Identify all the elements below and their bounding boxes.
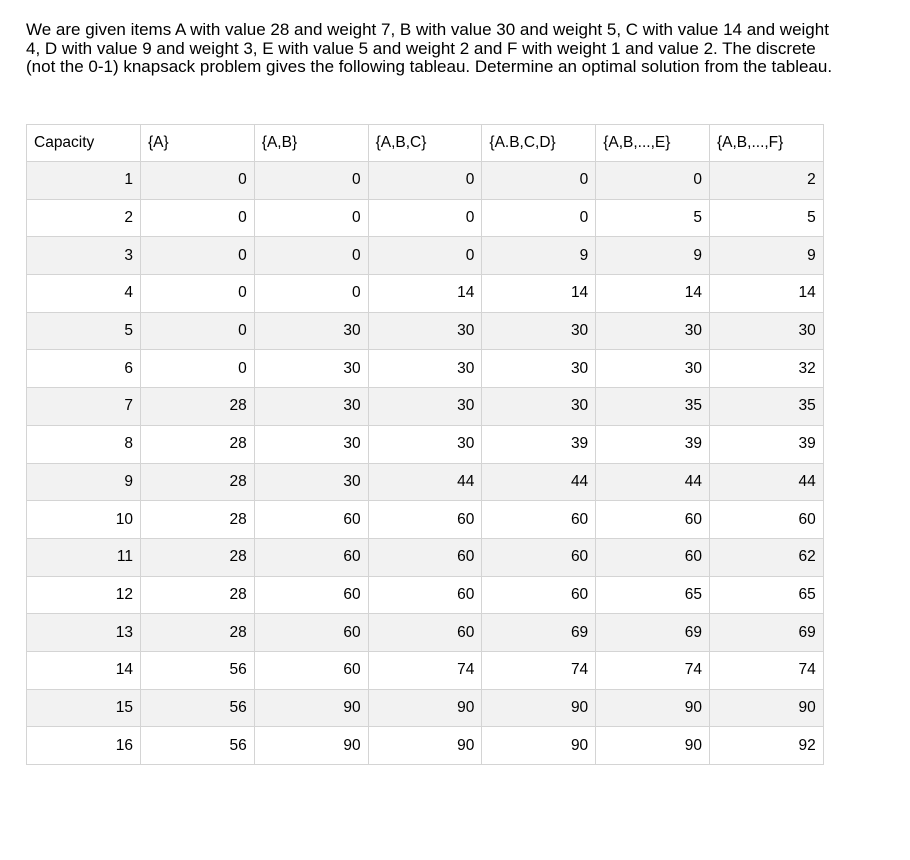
value-cell: 90 — [368, 727, 482, 765]
capacity-cell: 2 — [27, 199, 141, 237]
value-cell: 28 — [141, 614, 255, 652]
value-cell: 60 — [368, 501, 482, 539]
value-cell: 30 — [709, 312, 823, 350]
value-cell: 0 — [141, 350, 255, 388]
table-row — [27, 275, 824, 313]
header-row — [27, 125, 824, 162]
value-cell: 0 — [141, 199, 255, 237]
capacity-cell: 13 — [27, 614, 141, 652]
value-cell: 65 — [596, 576, 710, 614]
value-cell: 9 — [596, 237, 710, 275]
value-cell: 30 — [596, 350, 710, 388]
value-cell: 74 — [482, 651, 596, 689]
question-text: We are given items A with value 28 and weight 7, B with value 30 and weight 5, C with value 14 and weight 4, D with value 9 and weight 3, E with value 5 and weight 2 and F with weight 1 and value 2. The discrete (not the 0-1) knapsack problem gives the following tableau. Determine an optimal solution from the tableau. — [26, 20, 833, 77]
value-cell: 30 — [254, 312, 368, 350]
value-cell: 28 — [141, 576, 255, 614]
value-cell: 30 — [482, 312, 596, 350]
value-cell: 32 — [709, 350, 823, 388]
value-cell: 0 — [141, 237, 255, 275]
capacity-cell: 6 — [27, 350, 141, 388]
value-cell: 39 — [709, 425, 823, 463]
value-cell: 90 — [709, 689, 823, 727]
value-cell: 90 — [482, 727, 596, 765]
value-cell: 35 — [709, 388, 823, 426]
value-cell: 44 — [709, 463, 823, 501]
value-cell: 0 — [254, 199, 368, 237]
value-cell: 0 — [596, 162, 710, 200]
value-cell: 14 — [709, 275, 823, 313]
value-cell: 30 — [368, 350, 482, 388]
value-cell: 60 — [596, 501, 710, 539]
value-cell: 60 — [709, 501, 823, 539]
value-cell: 62 — [709, 538, 823, 576]
value-cell: 90 — [254, 689, 368, 727]
value-cell: 90 — [368, 689, 482, 727]
table-row — [27, 312, 824, 350]
value-cell: 30 — [368, 312, 482, 350]
value-cell: 92 — [709, 727, 823, 765]
capacity-cell: 10 — [27, 501, 141, 539]
value-cell: 60 — [368, 538, 482, 576]
value-cell: 14 — [596, 275, 710, 313]
capacity-cell: 8 — [27, 425, 141, 463]
knapsack-tableau — [26, 124, 824, 765]
value-cell: 0 — [482, 162, 596, 200]
set-abc-header: {A,B,C} — [368, 125, 482, 162]
value-cell: 0 — [141, 312, 255, 350]
value-cell: 5 — [596, 199, 710, 237]
set-a-to-e-header: {A,B,...,E} — [596, 125, 710, 162]
value-cell: 28 — [141, 463, 255, 501]
table-row — [27, 576, 824, 614]
value-cell: 0 — [254, 275, 368, 313]
value-cell: 60 — [596, 538, 710, 576]
value-cell: 0 — [141, 275, 255, 313]
capacity-cell: 7 — [27, 388, 141, 426]
table-row — [27, 651, 824, 689]
value-cell: 30 — [254, 425, 368, 463]
value-cell: 30 — [254, 463, 368, 501]
capacity-cell: 14 — [27, 651, 141, 689]
value-cell: 0 — [254, 237, 368, 275]
value-cell: 39 — [482, 425, 596, 463]
value-cell: 69 — [709, 614, 823, 652]
table-row — [27, 463, 824, 501]
value-cell: 9 — [709, 237, 823, 275]
table-row — [27, 614, 824, 652]
value-cell: 56 — [141, 727, 255, 765]
capacity-cell: 15 — [27, 689, 141, 727]
value-cell: 74 — [596, 651, 710, 689]
value-cell: 14 — [368, 275, 482, 313]
value-cell: 90 — [596, 727, 710, 765]
value-cell: 2 — [709, 162, 823, 200]
value-cell: 69 — [596, 614, 710, 652]
value-cell: 60 — [368, 576, 482, 614]
table-row — [27, 237, 824, 275]
table-row — [27, 199, 824, 237]
value-cell: 0 — [368, 199, 482, 237]
value-cell: 0 — [482, 199, 596, 237]
value-cell: 30 — [482, 350, 596, 388]
capacity-cell: 9 — [27, 463, 141, 501]
value-cell: 9 — [482, 237, 596, 275]
value-cell: 74 — [368, 651, 482, 689]
value-cell: 60 — [254, 651, 368, 689]
value-cell: 0 — [368, 162, 482, 200]
value-cell: 90 — [254, 727, 368, 765]
value-cell: 0 — [254, 162, 368, 200]
table-row — [27, 501, 824, 539]
value-cell: 60 — [368, 614, 482, 652]
value-cell: 30 — [368, 425, 482, 463]
value-cell: 60 — [482, 538, 596, 576]
set-a-to-f-header: {A,B,...,F} — [709, 125, 823, 162]
value-cell: 28 — [141, 388, 255, 426]
value-cell: 28 — [141, 425, 255, 463]
value-cell: 30 — [254, 350, 368, 388]
value-cell: 90 — [596, 689, 710, 727]
value-cell: 69 — [482, 614, 596, 652]
value-cell: 5 — [709, 199, 823, 237]
value-cell: 44 — [596, 463, 710, 501]
value-cell: 56 — [141, 689, 255, 727]
value-cell: 30 — [482, 388, 596, 426]
value-cell: 60 — [254, 576, 368, 614]
table-row — [27, 689, 824, 727]
capacity-cell: 5 — [27, 312, 141, 350]
value-cell: 60 — [254, 501, 368, 539]
value-cell: 30 — [596, 312, 710, 350]
value-cell: 0 — [368, 237, 482, 275]
value-cell: 60 — [254, 538, 368, 576]
capacity-cell: 1 — [27, 162, 141, 200]
value-cell: 0 — [141, 162, 255, 200]
value-cell: 44 — [368, 463, 482, 501]
table-row — [27, 727, 824, 765]
value-cell: 35 — [596, 388, 710, 426]
value-cell: 28 — [141, 538, 255, 576]
set-ab-header: {A,B} — [254, 125, 368, 162]
value-cell: 39 — [596, 425, 710, 463]
capacity-header: Capacity — [27, 125, 141, 162]
value-cell: 30 — [254, 388, 368, 426]
table-row — [27, 388, 824, 426]
value-cell: 60 — [482, 501, 596, 539]
value-cell: 56 — [141, 651, 255, 689]
value-cell: 28 — [141, 501, 255, 539]
set-abcd-header: {A.B,C,D} — [482, 125, 596, 162]
value-cell: 44 — [482, 463, 596, 501]
table-row — [27, 162, 824, 200]
table-row — [27, 350, 824, 388]
value-cell: 90 — [482, 689, 596, 727]
capacity-cell: 3 — [27, 237, 141, 275]
set-a-header: {A} — [141, 125, 255, 162]
value-cell: 60 — [254, 614, 368, 652]
value-cell: 60 — [482, 576, 596, 614]
capacity-cell: 11 — [27, 538, 141, 576]
table-row — [27, 425, 824, 463]
capacity-cell: 12 — [27, 576, 141, 614]
value-cell: 74 — [709, 651, 823, 689]
table-body — [27, 162, 824, 765]
capacity-cell: 4 — [27, 275, 141, 313]
table-row — [27, 538, 824, 576]
value-cell: 30 — [368, 388, 482, 426]
value-cell: 65 — [709, 576, 823, 614]
value-cell: 14 — [482, 275, 596, 313]
capacity-cell: 16 — [27, 727, 141, 765]
